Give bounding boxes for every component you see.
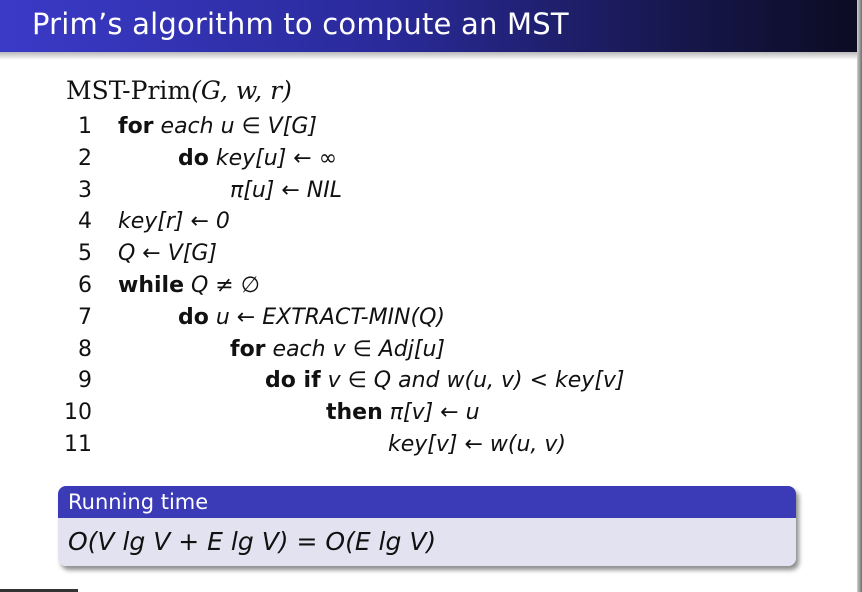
keyword: while xyxy=(118,273,184,298)
line-number: 5 xyxy=(78,241,92,267)
code-line-3 xyxy=(0,178,800,208)
keyword: then xyxy=(326,400,383,426)
statement: key[v] ← w(u, v) xyxy=(388,432,567,457)
running-time-formula: O(V lg V + E lg V) = O(E lg V) xyxy=(68,527,437,556)
line-number: 9 xyxy=(78,368,92,394)
code-line-9 xyxy=(0,368,800,398)
statement: Q ≠ ∅ xyxy=(184,273,260,298)
line-code xyxy=(118,273,260,298)
keyword: for xyxy=(230,336,266,362)
procedure-name: MST-Prim xyxy=(66,76,192,105)
statement: key[r] ← 0 xyxy=(118,209,230,235)
line-number: 8 xyxy=(78,336,92,362)
line-code xyxy=(388,432,566,457)
code-line-4 xyxy=(0,209,800,239)
keyword: do xyxy=(178,145,209,171)
statement: Q ← V[G] xyxy=(118,241,217,267)
code-line-8 xyxy=(0,337,800,367)
block-body xyxy=(58,518,796,566)
line-number: 7 xyxy=(78,304,92,330)
line-number: 4 xyxy=(78,209,92,235)
line-code xyxy=(178,146,337,171)
line-number: 1 xyxy=(78,114,92,139)
code-line-10 xyxy=(0,400,800,430)
statement: each v ∈ Adj[u] xyxy=(265,336,445,362)
line-code xyxy=(230,337,445,362)
block-title: Running time xyxy=(58,486,796,518)
code-line-2 xyxy=(0,146,800,176)
pseudocode xyxy=(0,114,800,474)
slide-title: Prim’s algorithm to compute an MST xyxy=(32,7,569,41)
code-line-5 xyxy=(0,241,800,271)
title-shadow xyxy=(0,52,862,60)
statement: each u ∈ V[G] xyxy=(153,114,317,139)
statement: π[u] ← NIL xyxy=(230,177,342,203)
line-number: 6 xyxy=(78,273,92,298)
line-code xyxy=(265,368,625,393)
running-time-block xyxy=(58,486,796,566)
line-code xyxy=(178,305,445,330)
code-line-1 xyxy=(0,114,800,144)
line-code xyxy=(230,178,342,203)
window-right-edge xyxy=(857,0,862,592)
code-line-7 xyxy=(0,305,800,335)
title-bar xyxy=(0,0,862,52)
line-number: 2 xyxy=(78,145,92,171)
procedure-args: (G, w, r) xyxy=(191,76,292,105)
statement: key[u] ← ∞ xyxy=(208,145,338,171)
line-number: 3 xyxy=(78,177,92,203)
line-code xyxy=(118,114,317,139)
keyword: do if xyxy=(265,368,321,394)
code-line-11 xyxy=(0,432,800,462)
line-number: 10 xyxy=(64,400,92,426)
code-line-6 xyxy=(0,273,800,303)
line-code xyxy=(118,209,230,234)
line-code xyxy=(118,241,217,266)
line-code xyxy=(326,400,480,425)
line-number: 11 xyxy=(64,432,92,457)
statement: π[v] ← u xyxy=(382,400,480,426)
procedure-header xyxy=(66,76,292,105)
statement: v ∈ Q and w(u, v) < key[v] xyxy=(320,368,625,394)
statement: u ← EXTRACT-MIN(Q) xyxy=(208,304,445,330)
keyword: for xyxy=(118,114,154,139)
keyword: do xyxy=(178,304,209,330)
